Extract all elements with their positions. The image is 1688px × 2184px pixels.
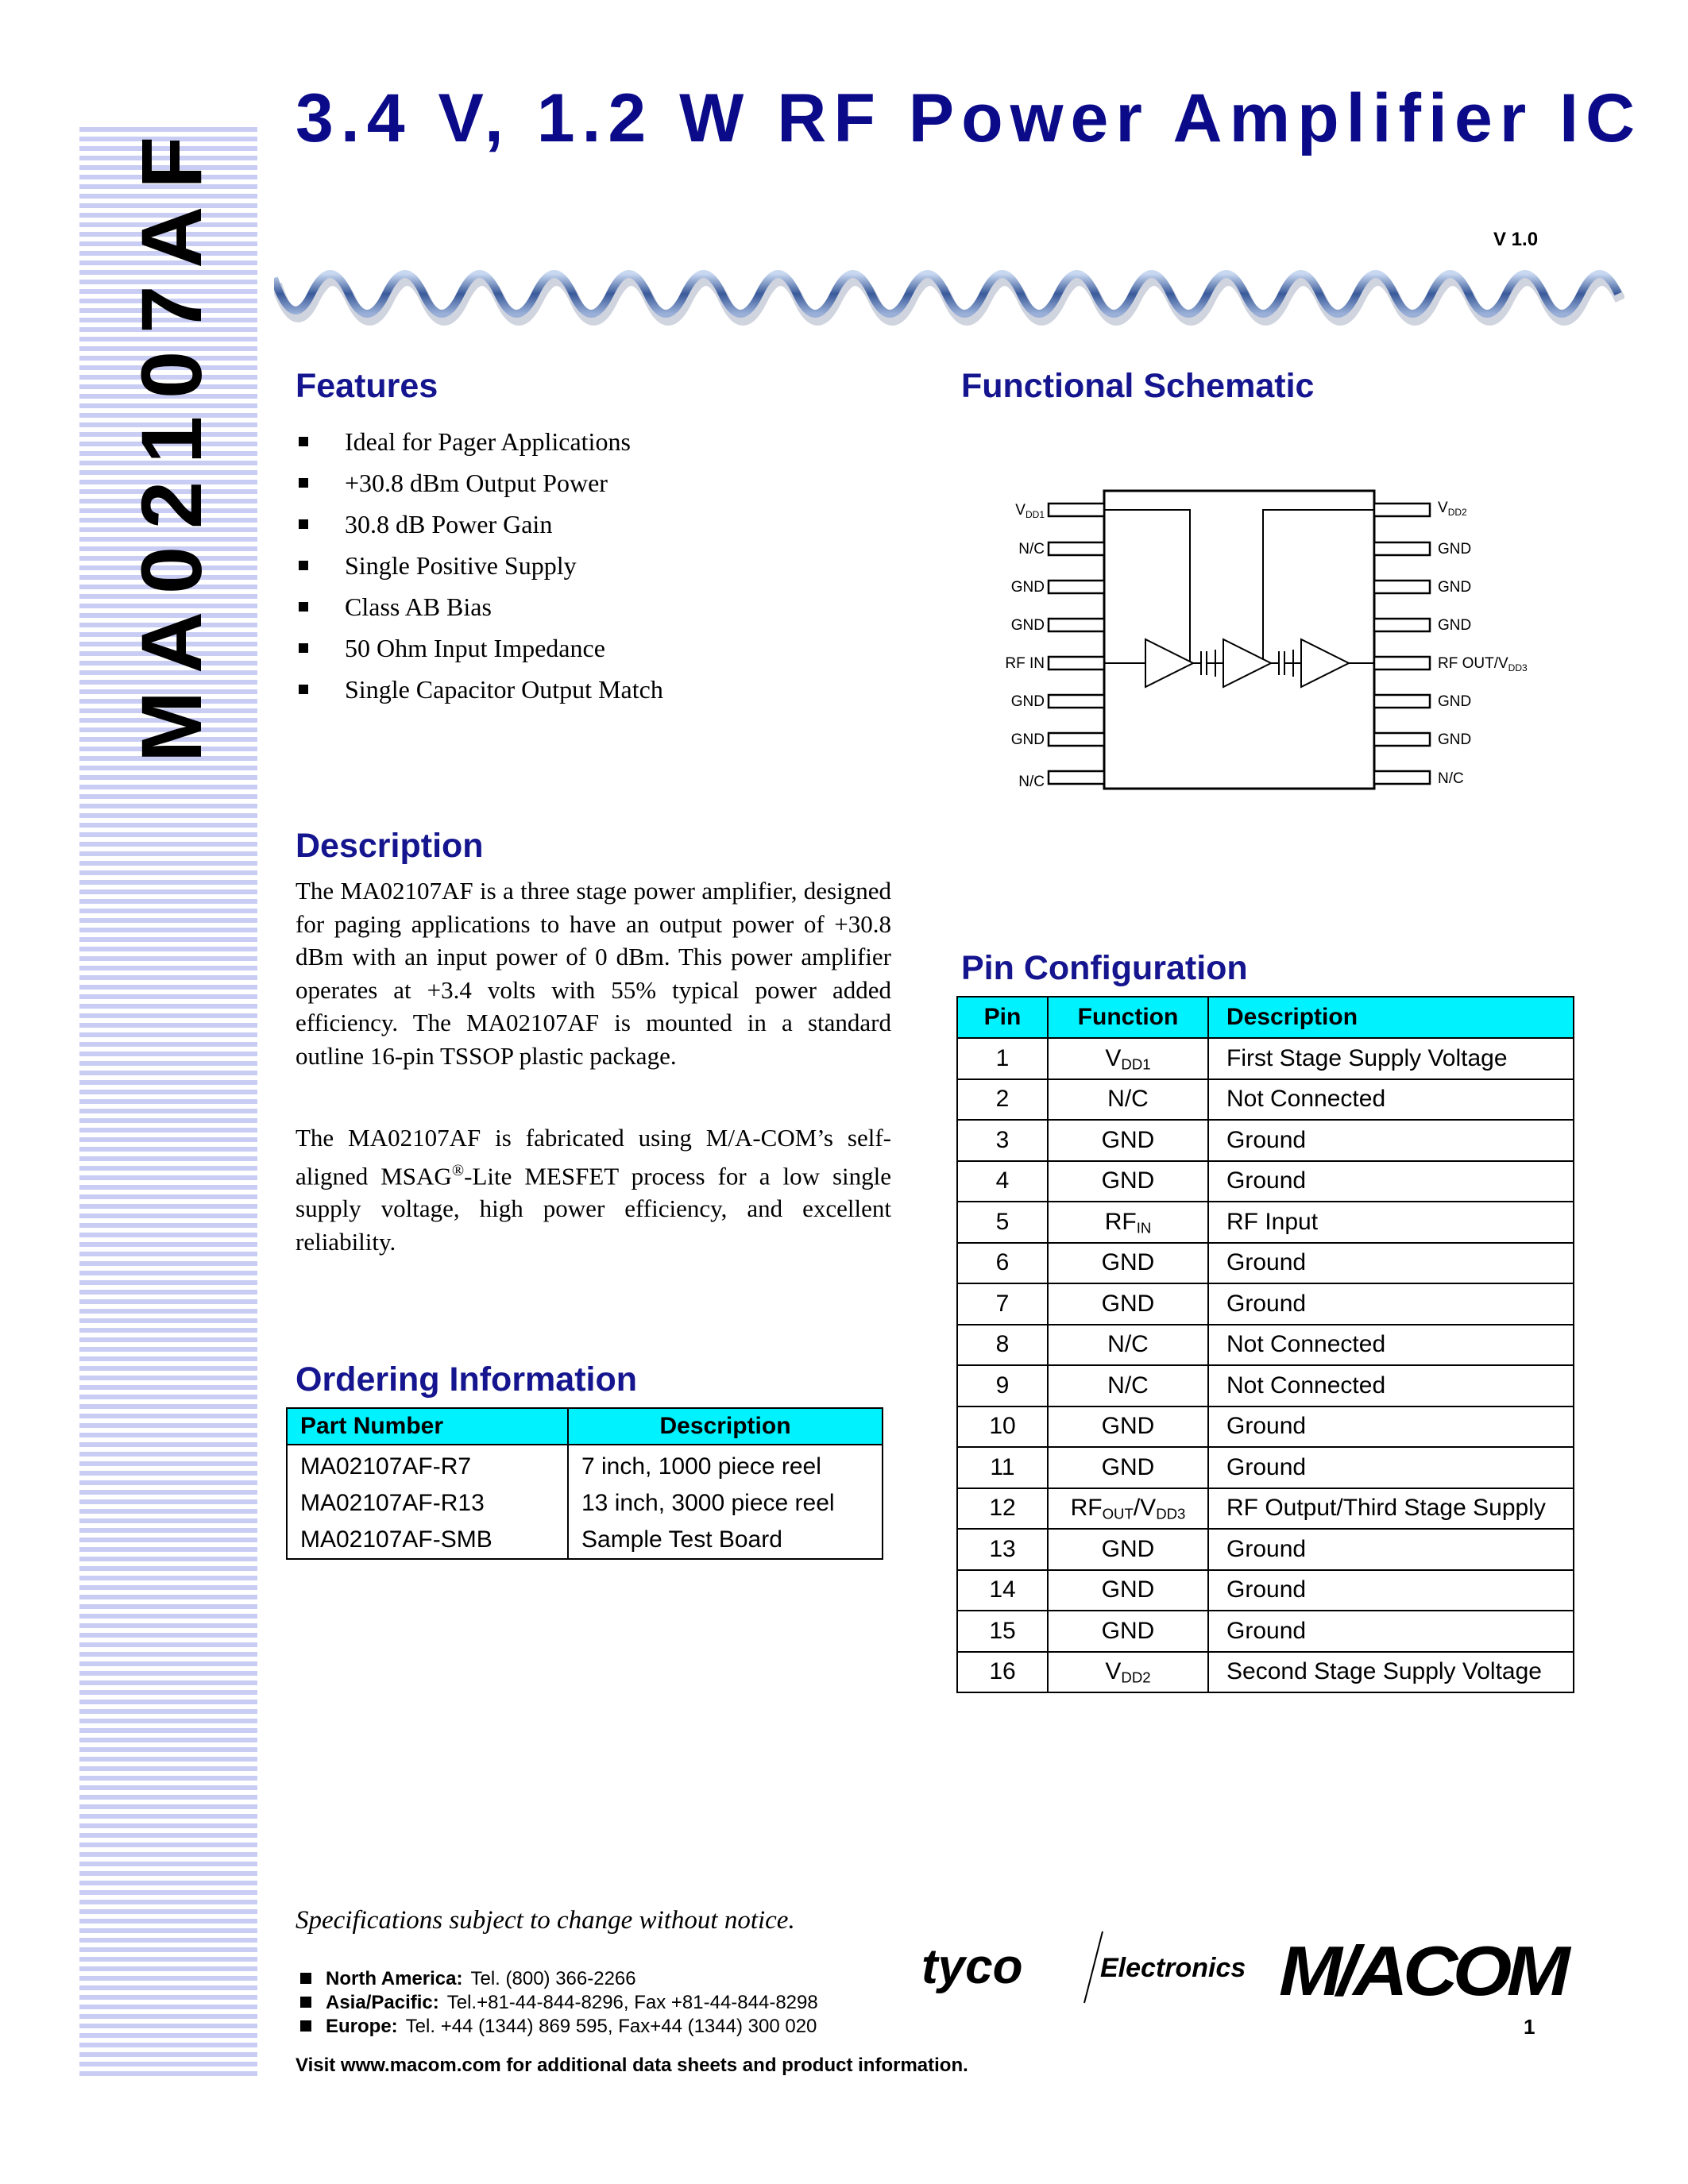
pin-number-cell: 10 <box>957 1406 1048 1448</box>
pin-number-cell: 11 <box>957 1447 1048 1488</box>
pin-number-cell: 3 <box>957 1120 1048 1161</box>
pin-function-cell: N/C <box>1048 1365 1208 1406</box>
pin-function-cell: $V_{DD2}$ <box>1048 1652 1208 1693</box>
version-label: V 1.0 <box>1493 229 1539 250</box>
pin-label: GND <box>1438 693 1472 710</box>
table-row <box>957 1365 1574 1406</box>
pin-label: RF IN <box>1005 655 1045 672</box>
pin-description-cell: Ground <box>1208 1447 1574 1488</box>
pin-label: GND <box>1438 579 1472 596</box>
pin-number-cell: 9 <box>957 1365 1048 1406</box>
pin-function-cell: GND <box>1048 1283 1208 1325</box>
bullet-icon <box>299 519 308 529</box>
table-cell: Sample Test Board <box>568 1522 883 1559</box>
features-list <box>295 421 663 710</box>
column-header: Function <box>1048 997 1208 1038</box>
table-row <box>957 1120 1574 1161</box>
table-row <box>957 1079 1574 1121</box>
table-cell: 7 inch, 1000 piece reel <box>568 1445 883 1485</box>
amplifier-chain <box>1104 510 1374 687</box>
pin-function-cell: GND <box>1048 1120 1208 1161</box>
table-cell: MA02107AF-R7 <box>287 1445 568 1485</box>
table-row <box>957 1447 1574 1488</box>
svg-text:M/ACOM: M/ACOM <box>1279 1931 1572 2010</box>
pin-label: N/C <box>1018 774 1045 790</box>
pin-number-cell: 13 <box>957 1529 1048 1570</box>
pin-function-cell: GND <box>1048 1243 1208 1284</box>
bullet-icon <box>299 602 308 612</box>
table-cell: MA02107AF-SMB <box>287 1522 568 1559</box>
pin-label: GND <box>1438 617 1472 634</box>
pin-config-heading: Pin Configuration <box>961 949 1248 987</box>
pin-label: GND <box>1438 731 1472 748</box>
table-row <box>957 1243 1574 1284</box>
pin-number-cell: 16 <box>957 1652 1048 1693</box>
table-row <box>957 1406 1574 1448</box>
column-header: Description <box>1208 997 1574 1038</box>
ordering-table <box>286 1407 883 1560</box>
pin-description-cell: RF Output/Third Stage Supply <box>1208 1488 1574 1530</box>
bullet-icon <box>300 1997 311 2008</box>
contact-north-america: North America: Tel. (800) 366-2266 <box>300 1968 636 1990</box>
table-row <box>957 1161 1574 1202</box>
table-cell: MA02107AF-R13 <box>287 1485 568 1522</box>
pin-description-cell: Ground <box>1208 1529 1574 1570</box>
left-pin-leads <box>1049 504 1104 784</box>
pin-description-cell: Ground <box>1208 1611 1574 1652</box>
contact-europe: Europe: Tel. +44 (1344) 869 595, Fax+44 (1344) 300 020 <box>300 2016 817 2038</box>
pin-description-cell: Not Connected <box>1208 1079 1574 1121</box>
pin-number-cell: 14 <box>957 1570 1048 1611</box>
vertical-part-number: MA02107AF <box>123 118 219 762</box>
pin-description-cell: Not Connected <box>1208 1325 1574 1366</box>
pin-label: N/C <box>1018 541 1045 558</box>
wave-divider <box>274 258 1624 345</box>
pin-configuration-table <box>956 996 1574 1693</box>
svg-text:Electronics: Electronics <box>1100 1953 1246 1983</box>
pin-number-cell: 1 <box>957 1038 1048 1079</box>
ordering-heading: Ordering Information <box>295 1360 637 1399</box>
list-item: 50 Ohm Input Impedance <box>295 627 663 669</box>
pin-label: GND <box>1438 541 1472 558</box>
bullet-icon <box>299 685 308 694</box>
table-row <box>957 1283 1574 1325</box>
column-header: Part Number <box>287 1408 568 1445</box>
table-cell: 13 inch, 3000 piece reel <box>568 1485 883 1522</box>
pin-label: GND <box>1010 693 1045 710</box>
tyco-electronics-logo <box>921 1924 1255 2011</box>
footer-note: Specifications subject to change without notice. <box>295 1906 795 1935</box>
pin-description-cell: Ground <box>1208 1283 1574 1325</box>
list-item: +30.8 dBm Output Power <box>295 462 663 504</box>
pin-number-cell: 6 <box>957 1243 1048 1284</box>
pin-number-cell: 7 <box>957 1283 1048 1325</box>
pin-function-cell: N/C <box>1048 1079 1208 1121</box>
pin-description-cell: Ground <box>1208 1406 1574 1448</box>
pin-number-cell: 8 <box>957 1325 1048 1366</box>
table-row <box>957 1529 1574 1570</box>
pin-label: GND <box>1010 731 1045 748</box>
functional-schematic <box>985 477 1557 802</box>
pin-function-cell: GND <box>1048 1570 1208 1611</box>
pin-description-cell: Ground <box>1208 1161 1574 1202</box>
table-row <box>957 1488 1574 1530</box>
pin-function-cell: GND <box>1048 1406 1208 1448</box>
pin-label: N/C <box>1438 770 1464 787</box>
svg-text:tyco: tyco <box>921 1939 1023 1994</box>
table-row <box>287 1485 883 1522</box>
table-row <box>957 1325 1574 1366</box>
bullet-icon <box>299 478 308 488</box>
pin-label-rfout: RF OUT/$V_{DD3}$ <box>1438 655 1528 673</box>
pin-number-cell: 2 <box>957 1079 1048 1121</box>
pin-label-vdd1: $V_{DD1}$ <box>1015 502 1045 520</box>
table-row <box>287 1522 883 1559</box>
bullet-icon <box>300 1973 311 1984</box>
pin-description-cell: Ground <box>1208 1120 1574 1161</box>
pin-description-cell: Ground <box>1208 1243 1574 1284</box>
page-title: 3.4 V, 1.2 W RF Power Amplifier IC <box>295 80 1643 156</box>
pin-function-cell: GND <box>1048 1611 1208 1652</box>
pin-function-cell: GND <box>1048 1161 1208 1202</box>
description-heading: Description <box>295 827 484 865</box>
pin-description-cell: Not Connected <box>1208 1365 1574 1406</box>
bullet-icon <box>299 561 308 570</box>
column-header: Description <box>568 1408 883 1445</box>
pin-label: GND <box>1010 617 1045 634</box>
table-row <box>957 1652 1574 1693</box>
pin-function-cell: $V_{DD1}$ <box>1048 1038 1208 1079</box>
pin-function-cell: GND <box>1048 1447 1208 1488</box>
pin-number-cell: 15 <box>957 1611 1048 1652</box>
right-pin-leads <box>1374 504 1430 784</box>
pin-description-cell: Ground <box>1208 1570 1574 1611</box>
pin-label-vdd2: $V_{DD2}$ <box>1438 500 1467 518</box>
pin-description-cell: RF Input <box>1208 1202 1574 1243</box>
macom-logo <box>1279 1922 1573 2017</box>
list-item: Class AB Bias <box>295 586 663 627</box>
features-heading: Features <box>295 367 438 405</box>
pin-number-cell: 5 <box>957 1202 1048 1243</box>
page-number: 1 <box>1524 2015 1535 2039</box>
bullet-icon <box>300 2020 311 2032</box>
pin-function-cell: GND <box>1048 1529 1208 1570</box>
column-header: Pin <box>957 997 1048 1038</box>
pin-description-cell: Second Stage Supply Voltage <box>1208 1652 1574 1693</box>
pin-number-cell: 4 <box>957 1161 1048 1202</box>
table-row <box>287 1445 883 1485</box>
table-row <box>957 1202 1574 1243</box>
description-paragraph-2: The MA02107AF is fabricated using M/A-COM’s self-aligned MSAG®-Lite MESFET process for a low single supply voltage, high power efficiency, and excellent reliability. <box>295 1124 891 1256</box>
list-item: Single Positive Supply <box>295 545 663 586</box>
table-row <box>957 1570 1574 1611</box>
pin-function-cell: $RF_{IN}$ <box>1048 1202 1208 1243</box>
bullet-icon <box>299 437 308 446</box>
pin-description-cell: First Stage Supply Voltage <box>1208 1038 1574 1079</box>
pin-label: GND <box>1010 579 1045 596</box>
pin-function-cell: N/C <box>1048 1325 1208 1366</box>
list-item: Ideal for Pager Applications <box>295 421 663 462</box>
schematic-heading: Functional Schematic <box>961 367 1315 405</box>
table-row <box>957 1611 1574 1652</box>
pin-function-cell: $RF_{OUT}/V_{DD3}$ <box>1048 1488 1208 1530</box>
bullet-icon <box>299 643 308 653</box>
list-item: Single Capacitor Output Match <box>295 669 663 710</box>
description-paragraph-1: The MA02107AF is a three stage power amplifier, designed for paging applications to have an output power of +30.8 dBm with an input power of 0 dBm. This power amplifier operates at +3.4 volts with 55% typical power added efficiency. The MA02107AF is mounted in a standard outline 16-pin TSSOP plastic package. <box>295 877 891 1070</box>
visit-website-note: Visit www.macom.com for additional data sheets and product information. <box>295 2055 968 2076</box>
pin-number-cell: 12 <box>957 1488 1048 1530</box>
table-row <box>957 1038 1574 1079</box>
list-item: 30.8 dB Power Gain <box>295 504 663 545</box>
contact-asia-pacific: Asia/Pacific: Tel.+81-44-844-8296, Fax +81-44-844-8298 <box>300 1992 818 2014</box>
